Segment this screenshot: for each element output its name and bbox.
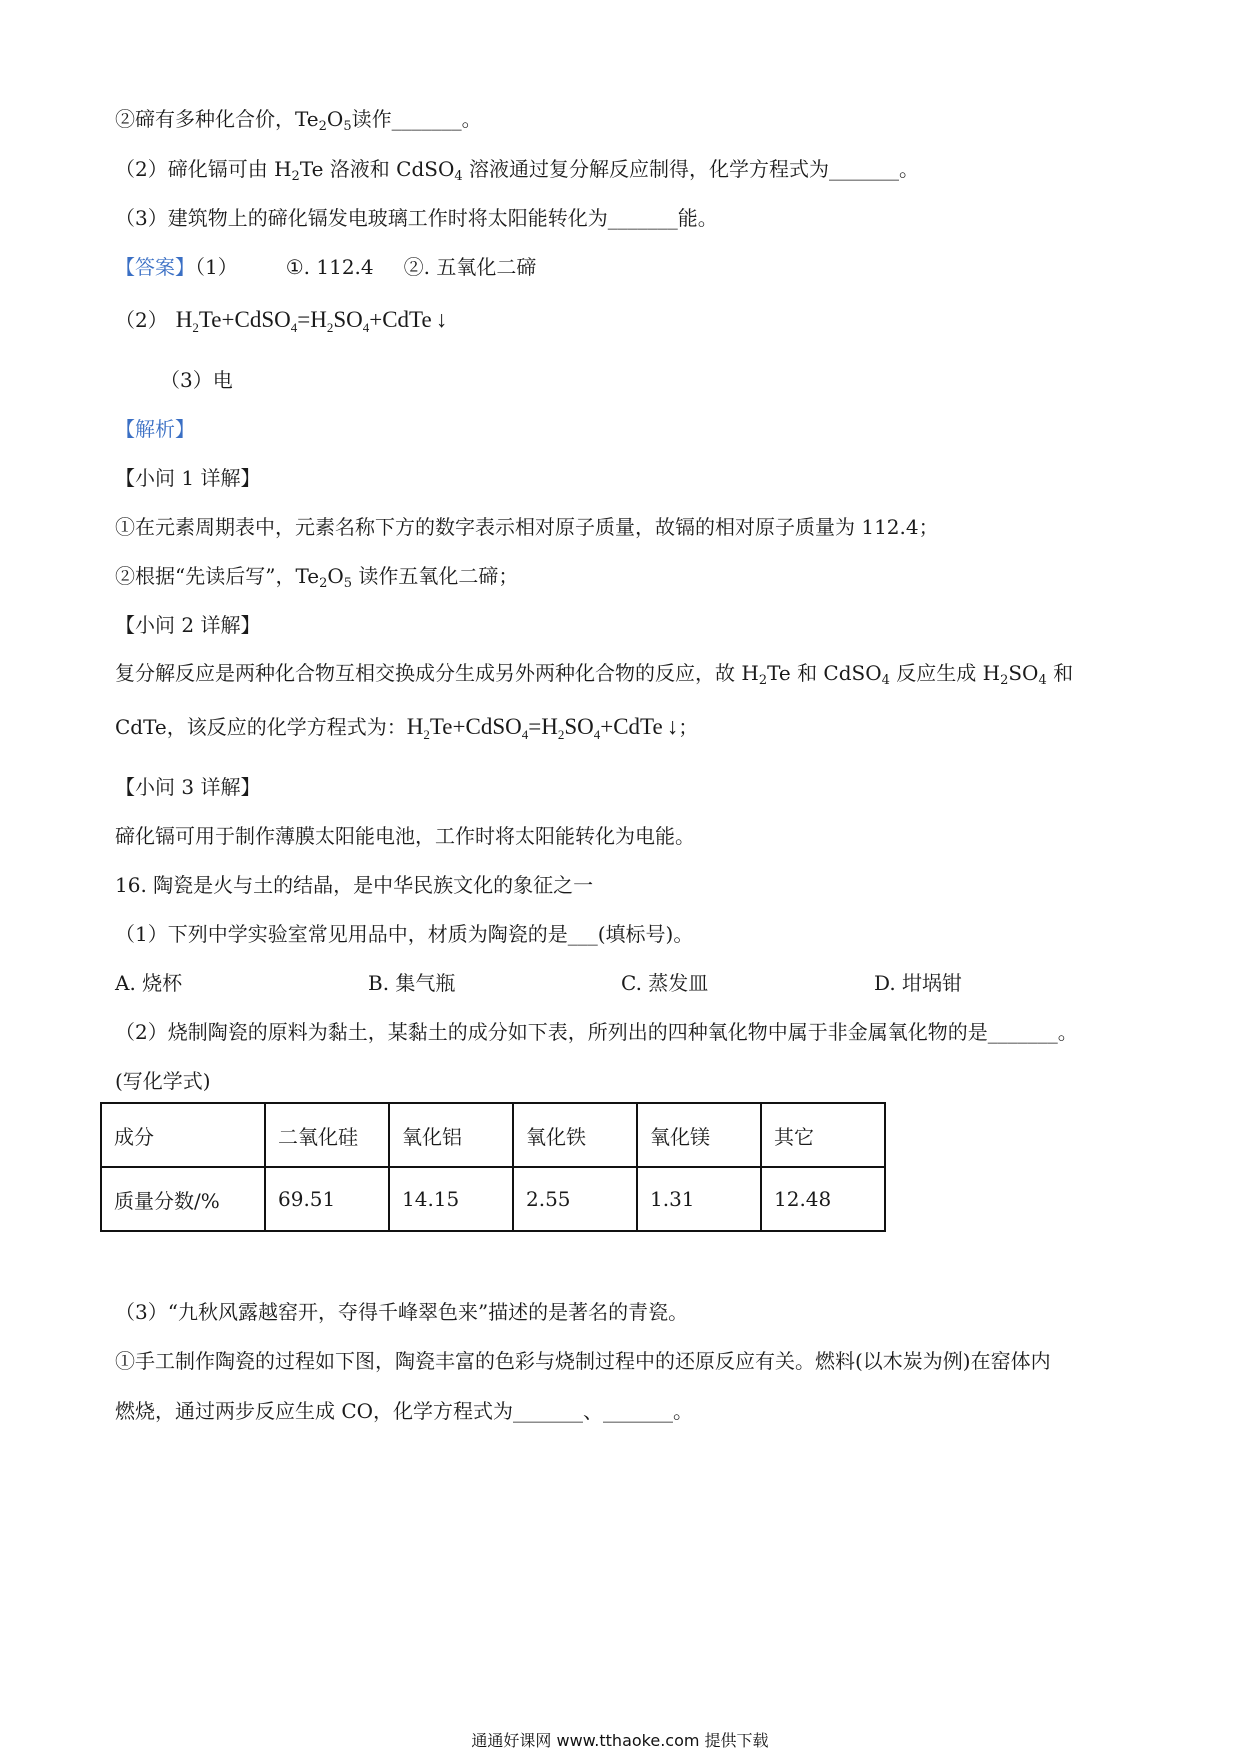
q16-part3: （3）“九秋风露越窑开，夺得千峰翠色来”描述的是著名的青瓷。 bbox=[115, 1300, 689, 1324]
q15-part3: （3）建筑物上的碲化镉发电玻璃工作时将太阳能转化为_______能。 bbox=[115, 206, 718, 230]
table-cell: 成分 bbox=[101, 1103, 265, 1167]
q16-part2-note: (写化学式) bbox=[115, 1069, 211, 1093]
choice-d: D. 坩埚钳 bbox=[874, 971, 963, 995]
table-cell: 氧化铝 bbox=[389, 1103, 513, 1167]
sub1-line1: ①在元素周期表中，元素名称下方的数字表示相对原子质量，故镉的相对原子质量为 112.4； bbox=[115, 515, 939, 539]
table-cell: 69.51 bbox=[265, 1167, 389, 1231]
sub3-title: 【小问 3 详解】 bbox=[115, 775, 261, 799]
table-row bbox=[101, 1167, 885, 1231]
page-footer: 通通好课网 www.tthaoke.com 提供下载 bbox=[471, 1731, 769, 1750]
table-cell: 质量分数/% bbox=[101, 1167, 265, 1231]
sub1-line2: ②根据“先读后写”，$Te_2O_5$ 读作五氧化二碲； bbox=[115, 564, 519, 591]
q16-title: 16. 陶瓷是火与土的结晶，是中华民族文化的象征之一 bbox=[115, 873, 594, 897]
clay-composition-table bbox=[100, 1102, 886, 1232]
q16-part3-item1-cont: 燃烧，通过两步反应生成 CO，化学方程式为_______、_______。 bbox=[115, 1399, 694, 1423]
table-cell: 其它 bbox=[761, 1103, 885, 1167]
table-cell: 二氧化硅 bbox=[265, 1103, 389, 1167]
table-cell: 12.48 bbox=[761, 1167, 885, 1231]
analysis-label: 【解析】 bbox=[115, 417, 195, 441]
choice-c: C. 蒸发皿 bbox=[621, 971, 709, 995]
sub2-title: 【小问 2 详解】 bbox=[115, 613, 261, 637]
sub3-line1: 碲化镉可用于制作薄膜太阳能电池，工作时将太阳能转化为电能。 bbox=[115, 824, 695, 848]
q15-answer: 【答案】（1） ①. 112.4 ②. 五氧化二碲 bbox=[115, 255, 537, 279]
answer-label: 【答案】 bbox=[115, 255, 195, 279]
table-cell: 14.15 bbox=[389, 1167, 513, 1231]
choice-a: A. 烧杯 bbox=[115, 971, 183, 995]
q15-answer3: （3）电 bbox=[160, 368, 233, 392]
down-arrow-icon: ↓ bbox=[435, 307, 448, 332]
sub1-title: 【小问 1 详解】 bbox=[115, 466, 261, 490]
q16-part1: （1）下列中学实验室常见用品中，材质为陶瓷的是___(填标号)。 bbox=[115, 922, 694, 946]
equation-repeat: $H_2Te+CdSO_4=H_2SO_4+CdTe$ ↓ bbox=[406, 714, 679, 742]
table-header-row bbox=[101, 1103, 885, 1167]
sub2-line2: CdTe，该反应的化学方程式为：$H_2Te+CdSO_4=H_2SO_4+CdTe$ ↓； bbox=[115, 714, 699, 742]
q16-part2: （2）烧制陶瓷的原料为黏土，某黏土的成分如下表，所列出的四种氧化物中属于非金属氧化物的是_______。 bbox=[115, 1020, 1078, 1044]
q15-part1-item2: ②碲有多种化合价，$Te_2O_5$读作_______。 bbox=[115, 107, 482, 134]
q15-part2: （2）碲化镉可由 $H_2Te$ 洛液和 CdSO$_4$ 溶液通过复分解反应制得，化学方程式为_______。 bbox=[115, 157, 919, 184]
table-cell: 氧化镁 bbox=[637, 1103, 761, 1167]
q16-part3-item1: ①手工制作陶瓷的过程如下图，陶瓷丰富的色彩与烧制过程中的还原反应有关。燃料(以木炭为例)在窑体内 bbox=[115, 1349, 1051, 1373]
sub2-line1: 复分解反应是两种化合物互相交换成分生成另外两种化合物的反应，故 $H_2Te$ 和 CdSO$_4$ 反应生成 $H_2SO_4$ 和 bbox=[115, 661, 1074, 688]
table-cell: 2.55 bbox=[513, 1167, 637, 1231]
equation: $H_2Te+CdSO_4=H_2SO_4+CdTe$ ↓ bbox=[175, 307, 448, 335]
table-cell: 1.31 bbox=[637, 1167, 761, 1231]
table-cell: 氧化铁 bbox=[513, 1103, 637, 1167]
down-arrow-icon: ↓ bbox=[666, 714, 679, 739]
q15-answer2: （2） $H_2Te+CdSO_4=H_2SO_4+CdTe$ ↓ bbox=[115, 307, 448, 335]
choice-b: B. 集气瓶 bbox=[368, 971, 456, 995]
